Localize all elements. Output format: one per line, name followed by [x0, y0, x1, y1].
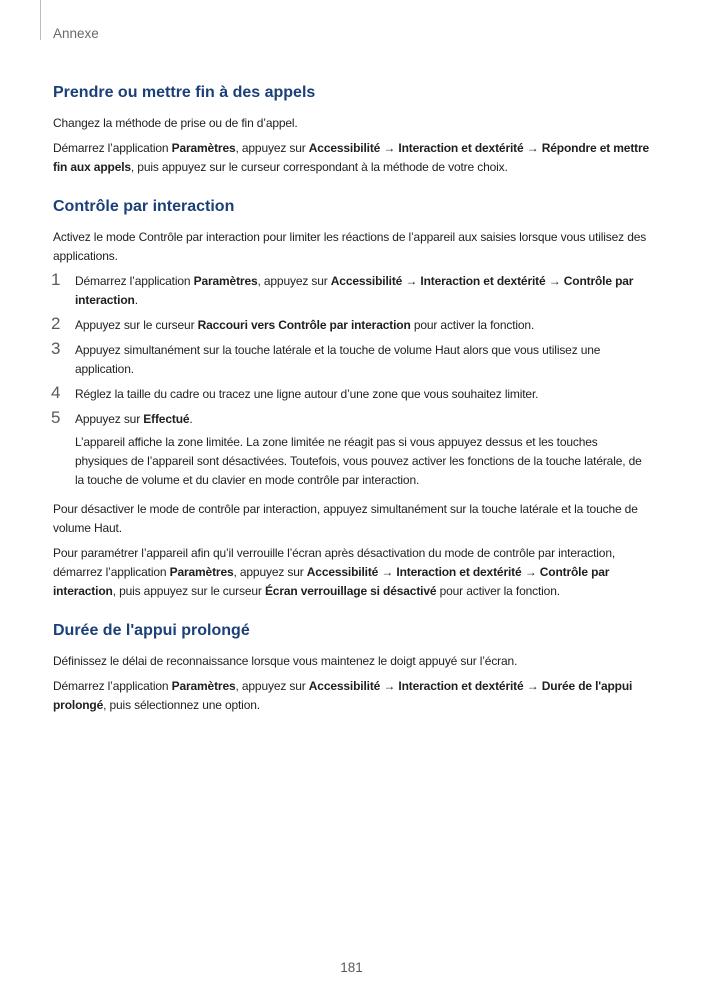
section-interaction-control: [53, 197, 653, 601]
step-number: 1: [51, 270, 61, 289]
disable-paragraph: Pour désactiver le mode de contrôle par interaction, appuyez simultanément sur la touche latérale et la touche de volume Haut.: [53, 502, 638, 535]
step-number: 4: [51, 383, 61, 402]
page-content: [53, 83, 653, 735]
section-title: Contrôle par interaction: [53, 198, 235, 215]
lock-screen-paragraph: Pour paramétrer l’appareil afin qu’il verrouille l’écran après désactivation du mode de contrôle par interaction, démarrez l’application Paramètres, appuyez sur Accessibilité → Interaction et dextérité → Contrôle par interaction, puis appuyez sur le curseur Écran verrouillage si désactivé pour activer la fonction.: [53, 546, 616, 598]
steps-list: [53, 272, 653, 490]
step-text: Appuyez sur Effectué.: [75, 412, 193, 426]
section-title: Prendre ou mettre fin à des appels: [53, 84, 316, 101]
step-1: [53, 272, 653, 310]
section-touch-hold-delay: [53, 621, 653, 715]
step-text: Réglez la taille du cadre ou tracez une ligne autour d’une zone que vous souhaitez limiter.: [75, 387, 539, 401]
instruction-paragraph: Démarrez l’application Paramètres, appuyez sur Accessibilité → Interaction et dextérité → Répondre et mettre fin aux appels, puis appuyez sur le curseur correspondant à la méthode de votre choix.: [53, 141, 650, 174]
section-title: Durée de l'appui prolongé: [53, 622, 250, 639]
step-5: [53, 410, 653, 490]
section-intro: Activez le mode Contrôle par interaction pour limiter les réactions de l’appareil aux saisies lorsque vous utilisez des applications.: [53, 230, 647, 263]
header-rule: [40, 0, 41, 40]
section-intro: Changez la méthode de prise ou de fin d’appel.: [53, 116, 298, 130]
instruction-paragraph: Démarrez l’application Paramètres, appuyez sur Accessibilité → Interaction et dextérité → Durée de l'appui prolongé, puis sélectionnez une option.: [53, 679, 633, 712]
header-label: Annexe: [53, 26, 99, 41]
step-number: 5: [51, 408, 61, 427]
section-answer-end-calls: [53, 83, 653, 177]
step-text: Appuyez simultanément sur la touche latérale et la touche de volume Haut alors que vous utilisez une application.: [75, 343, 601, 376]
step-detail: L’appareil affiche la zone limitée. La zone limitée ne réagit pas si vous appuyez dessus et les touches physiques de l’appareil sont désactivées. Toutefois, vous pouvez activer les fonctions de la touche latérale, de la touche de volume et du clavier en mode contrôle par interaction.: [75, 435, 642, 487]
step-text: Démarrez l’application Paramètres, appuyez sur Accessibilité → Interaction et dextérité → Contrôle par interaction.: [75, 274, 634, 307]
page-number: 181: [340, 960, 363, 975]
step-2: [53, 316, 653, 335]
step-text: Appuyez sur le curseur Raccouri vers Contrôle par interaction pour activer la fonction.: [75, 318, 535, 332]
step-4: [53, 385, 653, 404]
section-intro: Définissez le délai de reconnaissance lorsque vous maintenez le doigt appuyé sur l’écran.: [53, 654, 518, 668]
step-3: [53, 341, 653, 379]
step-number: 2: [51, 314, 61, 333]
step-number: 3: [51, 339, 61, 358]
